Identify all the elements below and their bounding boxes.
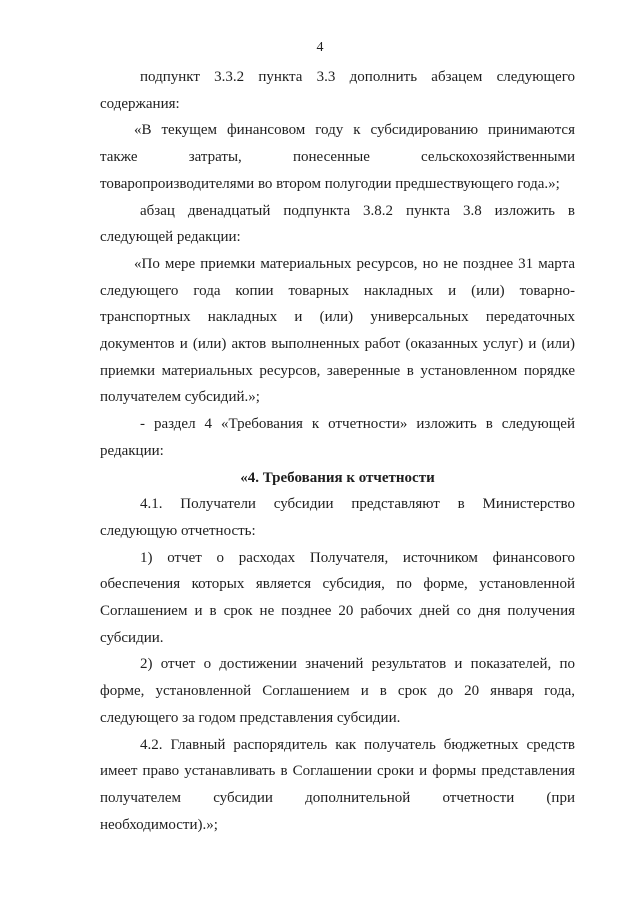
paragraph-4-1-item-1: 1) отчет о расходах Получателя, источником финансового обеспечения которых является субсидия, по форме, установленной Соглашением и в срок не позднее 20 рабочих дней со дня получения субсидии. — [100, 549, 575, 646]
section-heading: «4. Требования к отчетности — [240, 469, 435, 486]
page-number: 4 — [316, 40, 324, 55]
paragraph-4-1: 4.1. Получатели субсидии представляют в Министерство следующую отчетность: — [100, 496, 575, 539]
paragraph-quote-subsidy-costs: «В текущем финансовом году к субсидированию принимаются также затраты, понесенные сельскохозяйственными товаропроизводителями во втором полугодии предшествующего года.»; — [100, 122, 575, 192]
paragraph-amend-section-4: - раздел 4 «Требования к отчетности» изложить в следующей редакции: — [100, 416, 575, 459]
paragraph-amend-3-3-2: подпункт 3.3.2 пункта 3.3 дополнить абзацем следующего содержания: — [100, 69, 575, 112]
paragraph-amend-3-8-2: абзац двенадцатый подпункта 3.8.2 пункта 3.8 изложить в следующей редакции: — [100, 202, 575, 246]
paragraph-4-1-item-2: 2) отчет о достижении значений результатов и показателей, по форме, установленной Соглашением и в срок до 20 января года, следующего за годом представления субсидии. — [100, 656, 575, 726]
paragraph-4-2: 4.2. Главный распорядитель как получатель бюджетных средств имеет право устанавливать в Соглашении сроки и формы представления получателем субсидии дополнительной отчетности (при необходимости).»; — [100, 736, 575, 833]
paragraph-quote-materials: «По мере приемки материальных ресурсов, но не позднее 31 марта следующего года копии товарных накладных и (или) товарно-транспортных накладных и (или) универсальных передаточных документов и (или) актов выполненных работ (оказанных услуг) и (или) приемки материальных ресурсов, заверенные в установленном порядке получателем субсидий.»; — [100, 255, 575, 406]
document-body — [100, 64, 575, 838]
